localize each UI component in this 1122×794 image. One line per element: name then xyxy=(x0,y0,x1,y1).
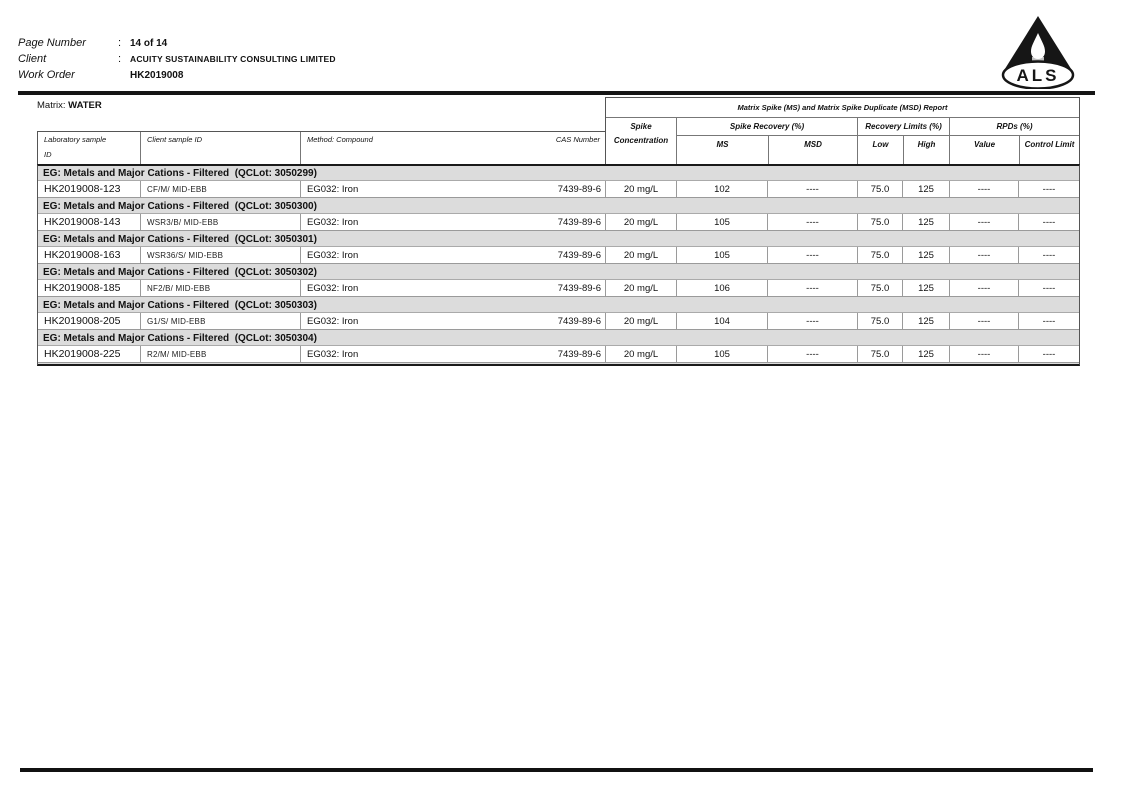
cell-lab-id: HK2019008-123 xyxy=(38,181,141,197)
cell-rpd-value: ---- xyxy=(950,313,1019,329)
page-footer-rule xyxy=(20,768,1093,772)
cell-lab-id: HK2019008-185 xyxy=(38,280,141,296)
qc-group-title: EG: Metals and Major Cations - Filtered (QCLot: 3050303) xyxy=(38,298,1079,313)
cell-rpd-control-limit: ---- xyxy=(1042,183,1056,195)
cell-ms: 105 xyxy=(677,214,768,230)
spike-line1: Spike xyxy=(630,122,652,131)
cell-ms: 104 xyxy=(677,313,768,329)
cell-rpd-control-limit: ---- xyxy=(1042,216,1056,228)
cell-high: 125 xyxy=(903,346,950,362)
cell-method: EG032: Iron xyxy=(307,249,359,261)
msd-report-table xyxy=(37,97,1080,366)
cell-rpd-control-limit: ---- xyxy=(1042,282,1056,294)
table-row xyxy=(38,346,1079,363)
client-value: ACUITY SUSTAINABILITY CONSULTING LIMITED xyxy=(130,54,336,64)
lab-id-line2: ID xyxy=(44,150,52,159)
table-row xyxy=(38,181,1079,198)
cell-msd: ---- xyxy=(768,247,858,263)
cell-rpd-value: ---- xyxy=(950,181,1019,197)
method-header-label: Method: Compound xyxy=(307,135,373,144)
qc-group xyxy=(38,265,1079,298)
cell-method-cas xyxy=(301,181,606,197)
column-ms: MS xyxy=(716,140,729,149)
cell-low: 75.0 xyxy=(858,313,903,329)
cell-low: 75.0 xyxy=(858,181,903,197)
group-spike-recovery-label: Spike Recovery (%) xyxy=(677,118,857,136)
lab-id-line1: Laboratory sample xyxy=(44,135,107,144)
cell-spike-concentration: 20 mg/L xyxy=(606,313,677,329)
cell-client-id: R2/M/ MID-EBB xyxy=(141,346,301,362)
cell-cas: 7439-89-6 xyxy=(557,282,601,294)
cell-ms: 105 xyxy=(677,247,768,263)
cell-high: 125 xyxy=(903,280,950,296)
cell-method: EG032: Iron xyxy=(307,348,359,360)
cell-spike-concentration: 20 mg/L xyxy=(606,214,677,230)
cell-cas: 7439-89-6 xyxy=(557,183,601,195)
cell-low: 75.0 xyxy=(858,280,903,296)
group-spike-recovery xyxy=(677,118,858,164)
cell-rpd-value: ---- xyxy=(950,214,1019,230)
cell-method: EG032: Iron xyxy=(307,282,359,294)
cell-rpd-value: ---- xyxy=(950,247,1019,263)
qc-group-title: EG: Metals and Major Cations - Filtered (QCLot: 3050300) xyxy=(38,199,1079,214)
column-control-limit: Control Limit xyxy=(1019,136,1079,164)
work-order-value: HK2019008 xyxy=(130,70,184,81)
qc-group-title: EG: Metals and Major Cations - Filtered (QCLot: 3050299) xyxy=(38,166,1079,181)
group-recovery-limits-label: Recovery Limits (%) xyxy=(858,118,949,136)
cell-msd: ---- xyxy=(768,346,858,362)
column-client-sample-id: Client sample ID xyxy=(141,132,301,164)
page-number-label: Page Number xyxy=(18,37,86,49)
cell-ms: 102 xyxy=(677,181,768,197)
page-number-colon: : xyxy=(118,37,122,49)
als-logo-text: ALS xyxy=(1016,66,1060,85)
cell-high: 125 xyxy=(903,247,950,263)
cell-client-id: G1/S/ MID-EBB xyxy=(141,313,301,329)
cell-high: 125 xyxy=(903,313,950,329)
matrix-label: Matrix: xyxy=(37,100,66,111)
qc-group xyxy=(38,199,1079,232)
als-logo xyxy=(1000,13,1076,89)
cell-cas: 7439-89-6 xyxy=(557,315,601,327)
qc-group xyxy=(38,331,1079,364)
cell-low: 75.0 xyxy=(858,346,903,362)
recovery-limits-subcolumns xyxy=(858,136,949,164)
cell-client-id: WSR36/S/ MID-EBB xyxy=(141,247,301,263)
group-rpds-label: RPDs (%) xyxy=(950,118,1079,136)
cell-spike-concentration: 20 mg/L xyxy=(606,280,677,296)
work-order-label: Work Order xyxy=(18,69,75,81)
cell-method-cas xyxy=(301,247,606,263)
column-high: High xyxy=(903,136,949,164)
table-body xyxy=(37,164,1080,366)
cell-method-cas xyxy=(301,280,606,296)
cell-lab-id: HK2019008-163 xyxy=(38,247,141,263)
cell-msd: ---- xyxy=(768,214,858,230)
cell-client-id: CF/M/ MID-EBB xyxy=(141,181,301,197)
cell-rpd-control-limit: ---- xyxy=(1042,348,1056,360)
cell-high: 125 xyxy=(903,214,950,230)
spike-recovery-subcolumns xyxy=(677,136,857,164)
spike-line2: Concentration xyxy=(613,136,669,145)
cas-header-label: CAS Number xyxy=(555,135,600,144)
cell-spike-concentration: 20 mg/L xyxy=(606,181,677,197)
cell-method-cas xyxy=(301,214,606,230)
rpds-subcolumns xyxy=(950,136,1079,164)
cell-ms: 105 xyxy=(677,346,768,362)
column-value: Value xyxy=(973,140,996,149)
column-msd: MSD xyxy=(768,136,857,164)
matrix-value: WATER xyxy=(68,100,102,111)
table-right-header xyxy=(605,97,1080,164)
cell-method-cas xyxy=(301,346,606,362)
page-number-value: 14 of 14 xyxy=(130,38,168,49)
group-recovery-limits xyxy=(858,118,950,164)
column-laboratory-sample-id xyxy=(38,132,141,164)
qc-group-title: EG: Metals and Major Cations - Filtered (QCLot: 3050301) xyxy=(38,232,1079,247)
cell-ms: 106 xyxy=(677,280,768,296)
qc-group xyxy=(38,232,1079,265)
cell-lab-id: HK2019008-225 xyxy=(38,346,141,362)
cell-rpd-control-limit: ---- xyxy=(1042,249,1056,261)
cell-client-id: WSR3/B/ MID-EBB xyxy=(141,214,301,230)
cell-low: 75.0 xyxy=(858,214,903,230)
work-order-row xyxy=(18,69,336,85)
cell-rpd-value: ---- xyxy=(950,280,1019,296)
qc-group-title: EG: Metals and Major Cations - Filtered (QCLot: 3050302) xyxy=(38,265,1079,280)
cell-spike-concentration: 20 mg/L xyxy=(606,247,677,263)
client-label: Client xyxy=(18,53,47,65)
column-spike-concentration xyxy=(606,118,677,164)
group-rpds xyxy=(950,118,1079,164)
qc-group xyxy=(38,298,1079,331)
cell-rpd-value: ---- xyxy=(950,346,1019,362)
cell-method: EG032: Iron xyxy=(307,315,359,327)
client-colon: : xyxy=(118,53,122,65)
client-row xyxy=(18,53,336,69)
cell-spike-concentration: 20 mg/L xyxy=(606,346,677,362)
right-header-columns xyxy=(606,118,1079,164)
page-number-row xyxy=(18,37,336,53)
page-header xyxy=(18,37,336,85)
cell-low: 75.0 xyxy=(858,247,903,263)
cell-msd: ---- xyxy=(768,280,858,296)
table-row xyxy=(38,313,1079,330)
column-low: Low xyxy=(872,140,889,149)
cell-msd: ---- xyxy=(768,313,858,329)
cell-cas: 7439-89-6 xyxy=(557,348,601,360)
cell-cas: 7439-89-6 xyxy=(557,249,601,261)
column-method-compound xyxy=(301,132,605,164)
table-row xyxy=(38,214,1079,231)
header-divider-rule xyxy=(18,91,1095,95)
cell-lab-id: HK2019008-143 xyxy=(38,214,141,230)
cell-msd: ---- xyxy=(768,181,858,197)
cell-rpd-control-limit: ---- xyxy=(1042,315,1056,327)
table-row xyxy=(38,247,1079,264)
cell-method-cas xyxy=(301,313,606,329)
cell-method: EG032: Iron xyxy=(307,216,359,228)
cell-method: EG032: Iron xyxy=(307,183,359,195)
table-row xyxy=(38,280,1079,297)
report-title: Matrix Spike (MS) and Matrix Spike Duplicate (MSD) Report xyxy=(606,98,1079,118)
qc-group-title: EG: Metals and Major Cations - Filtered (QCLot: 3050304) xyxy=(38,331,1079,346)
cell-high: 125 xyxy=(903,181,950,197)
cell-lab-id: HK2019008-205 xyxy=(38,313,141,329)
cell-client-id: NF2/B/ MID-EBB xyxy=(141,280,301,296)
cell-cas: 7439-89-6 xyxy=(557,216,601,228)
qc-group xyxy=(38,166,1079,199)
table-left-header xyxy=(37,131,605,164)
